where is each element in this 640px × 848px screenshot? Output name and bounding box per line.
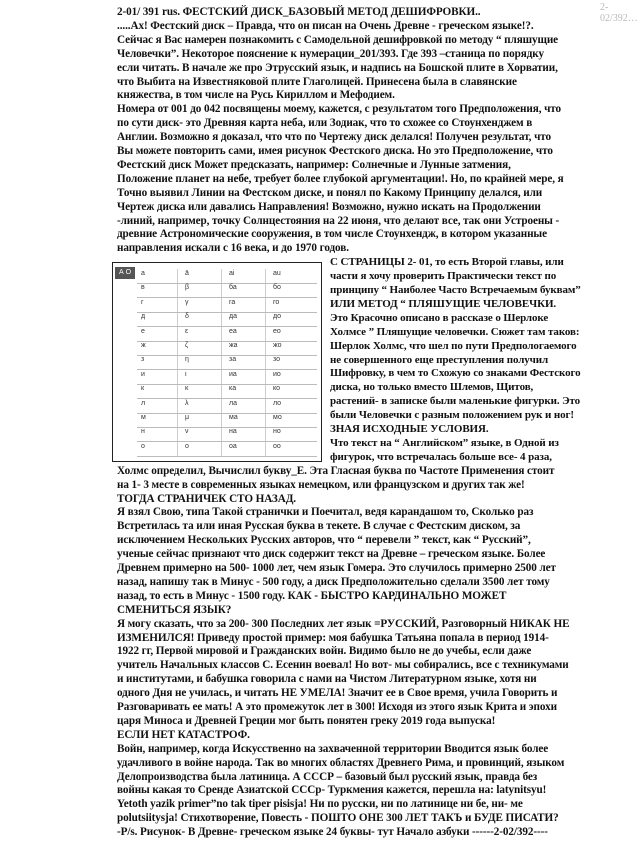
table-cell: м [141, 414, 146, 421]
text-line: на 1- 3 месте в современных языках немецком, или французском и других так же! [117, 478, 525, 491]
table-cell: γ [185, 298, 189, 306]
table-cell: оа [229, 442, 237, 450]
table-row [137, 399, 317, 414]
table-cell: ο [185, 442, 189, 450]
table-row [137, 312, 317, 327]
text-line: Это Красочно описано в рассказе о Шерлоке [330, 311, 549, 324]
table-cell: га [229, 298, 236, 306]
text-line: если читать. В начале же про Этрусский язык, и надпись на Бошской плите в Хорватии, [117, 61, 558, 74]
table-cell: ι [185, 370, 187, 378]
text-line: принципу “ Наиболее Часто Встречаемым буквам” [330, 284, 581, 296]
table-cell: жо [273, 342, 282, 349]
text-line: ИЛИ МЕТОД “ ПЛЯШУЩИЕ ЧЕЛОВЕЧКИ. [330, 297, 557, 310]
text-line: Я могу сказать, что за 200- 300 Последних лет язык =РУССКИЙ, Разговорный НИКАК НЕ [117, 617, 570, 630]
table-cell: ка [229, 385, 237, 393]
cipher-grid [137, 269, 317, 457]
text-line: растений- в записке были маленькие фигурки. Это [330, 395, 581, 408]
text-line: ИЗМЕНИЛСЯ! Приведу простой пример: моя бабушка Татьяна попала в период 1914- [117, 631, 549, 644]
table-cell: н [141, 428, 145, 436]
text-line: исключением Нескольких Русских авторов, что “ перевели ” текст, как “ Русский”, [117, 534, 531, 547]
table-cell: мо [273, 414, 282, 421]
table-cell: в [141, 284, 145, 292]
table-row [137, 269, 317, 284]
text-line: Холмс определил, Вычислил букву_Е. Эта Гласная буква по Частоте Применения стоит [117, 464, 555, 477]
table-cell: а [141, 270, 145, 277]
text-line: polutsiitysja! Стихотворение, Повесть - ПОШТО ОНЕ 300 ЛЕТ ТАКЪ и БУДЕ ПИСАТИ? [117, 812, 559, 825]
table-cell: жа [229, 342, 238, 349]
table-cell: з [141, 356, 145, 364]
table-cell: ā [185, 270, 189, 277]
text-line: 2-01/ 391 rus. ФЕСТСКИЙ ДИСК_БАЗОВЫЙ МЕТОД ДЕШИФРОВКИ.. [117, 6, 481, 18]
text-line: войны какая то Сренде Азиатской СССр- Туркмения кажется, перешла на: latynitsyu! [117, 784, 547, 797]
text-line: диска, но только вместо Шлемов, Щитов, [330, 381, 534, 394]
text-line: -P/s. Рисунок- В Древне- греческом языке 24 буквы- тут Начало азбуки ------2-02/392---- [117, 826, 548, 839]
table-cell: за [229, 356, 237, 364]
table-cell: и [141, 370, 145, 378]
table-cell: иа [229, 370, 237, 378]
text-line: одного Дня не училась, и читать НЕ УМЕЛА! Значит ее в Свое время, учила Говорить и [117, 687, 558, 700]
table-cell: да [229, 313, 237, 321]
text-line: части я хочу проверить Практически текст по [330, 270, 557, 283]
table-cell: ла [229, 399, 237, 407]
text-line: ТОГДА СТРАНИЧЕК СТО НАЗАД. [117, 492, 297, 505]
text-line: удачливого в войне народа. Так во многих областях Древнего Рима, и провинций, языком [117, 756, 565, 769]
table-row [137, 298, 317, 313]
text-line: древние Астрономические сооружения, в том числе Стоунхендж, в котором указанные [117, 228, 547, 241]
text-line: были Человечки с разным положением рук и ног! [330, 409, 574, 422]
table-cell: ζ [185, 342, 189, 349]
text-line: 1922 гг, Первой мировой и Гражданских войн. Видимо было не до учебы, если даже [117, 645, 532, 658]
text-line: назад, напишу так в Минус - 500 году, а диск Предположительно сделали 3500 лет тому [117, 575, 550, 588]
text-line: Фестский диск Может предсказать, например: Солнечные и Лунные затмения, [117, 158, 511, 171]
text-line: Вы можете повторить сами, имея рисунок Фестского диска. Но это Предположение, что [117, 145, 553, 157]
text-line: ЕСЛИ НЕТ КАТАСТРОФ. [117, 728, 250, 741]
table-row [137, 370, 317, 385]
table-cell: δ [185, 313, 189, 321]
table-row [137, 384, 317, 399]
table-cell: д [141, 313, 146, 321]
text-line: СМЕНИТЬСЯ ЯЗЫК? [117, 603, 232, 616]
table-cell: ε [185, 327, 189, 335]
table-cell: г [141, 298, 144, 306]
text-line: княжества, в том числе на Русь Кириллом и Мефодием. [117, 89, 395, 102]
table-cell: ai [229, 270, 235, 277]
text-line: Сейчас я Вас намерен познакомить с Самодельной дешифровкой по методу “ пляшущие [117, 33, 559, 46]
table-cell: λ [185, 399, 189, 407]
table-cell: но [273, 428, 281, 436]
table-cell: оо [273, 442, 281, 450]
text-line: -линий, например, точку Солнцестояния на 22 июня, что делают все, так они Устроены - [117, 214, 560, 227]
text-line: Yetoth yazik primer”no tak tiper pisisja! Ни по русски, ни по латинице ни бе, ни- ме [117, 798, 523, 811]
text-line: не совершенного еще преступления получил [330, 353, 549, 366]
table-cell: ea [229, 327, 237, 335]
text-line: Разговаривать ее мать! А это промежуток лет в 300! Исходя из этого язык Крита и эпохи [117, 701, 557, 713]
text-line: по сути диск- это Древняя карта неба, или Зодиак, что то схожее со Стоунхенджем в [117, 117, 533, 130]
text-line: Холмсе ” Пляшущие человечки. Сюжет там таков: [330, 325, 580, 338]
text-line: Номера от 001 до 042 посвящены моему, кажется, с результатом того Предположения, что [117, 103, 562, 116]
table-cell: ν [185, 428, 189, 436]
table-row [137, 355, 317, 370]
table-cell: β [185, 284, 190, 292]
text-line: и институтами, и бабушка говорила с нами на Чистом Литературном языке, хотя ни [117, 673, 537, 686]
table-row [137, 442, 317, 457]
text-line: Что текст на “ Английском” языке, в Одной из [330, 436, 559, 449]
text-line: Положение планет на небе, требует более глубокой аргументации!. Но, по крайней мере, я [117, 172, 564, 185]
ghost-header: 2-02/392… [600, 2, 638, 24]
table-cell: е [141, 327, 145, 335]
text-line: фигурок, что встречалась больше все- 4 раза, [330, 450, 552, 463]
text-line: Англии. Возможно я доказал, что что по Чертежу диск делался! Получен результат, что [117, 131, 552, 144]
text-line: Встретилась та или иная Русская буква в текете. В случае с Фестским диском, за [117, 520, 521, 533]
text-line: ученые сейчас признают что диск содержит текст на Древне – греческом языке. Более [117, 548, 546, 561]
table-cell: ж [141, 342, 146, 349]
table-row [137, 327, 317, 342]
table-cell: к [141, 385, 145, 393]
text-line: направления искали с 16 века, и до 1970 годов. [117, 242, 349, 255]
table-cell: зо [273, 356, 281, 364]
text-line: Чертеж диска или давались Направления! Возможно, нужно искать на Продолжении [117, 200, 541, 213]
text-line: царя Миноса и Древней Греции мог быть понятен греку 2019 года выпуска! [117, 714, 496, 727]
text-line: Точно выявил Линии на Фестском диске, и понял по Какому Принципу делался, или [117, 186, 543, 199]
table-row [137, 283, 317, 298]
table-cell: о [141, 442, 145, 450]
text-line: .....Ах! Фестский диск – Правда, что он писан на Очень Древне - греческом языке!?. [117, 19, 534, 32]
table-cell: ко [273, 385, 281, 393]
table-cell: ио [273, 370, 281, 378]
table-cell: на [229, 428, 237, 436]
table-cell: κ [185, 385, 189, 393]
table-row [137, 413, 317, 428]
table-row [137, 427, 317, 442]
table-cell: до [273, 313, 281, 321]
text-line: Древнем примерно на 500- 1000 лет, чем язык Гомера. Это случилось примерно 2500 лет [117, 562, 556, 574]
text-line: назад, то есть в Минус - 1500 году. КАК - БЫСТРО КАРДИНАЛЬНО МОЖЕТ [117, 589, 507, 602]
text-line: ЗНАЯ ИСХОДНЫЕ УСЛОВИЯ. [330, 423, 489, 435]
cipher-table-figure [112, 262, 322, 462]
table-header: А О [115, 267, 135, 279]
text-line: Шифровку, в чем то Схожую со знаками Фестского [330, 367, 581, 380]
text-line: учитель Начальных классов С. Есенин воевал! Но вот- мы собирались, все с техникумами [117, 659, 569, 672]
table-cell: η [185, 356, 189, 364]
table-cell: au [273, 270, 281, 277]
table-cell: л [141, 399, 146, 407]
table-cell: μ [185, 414, 190, 421]
text-line: Войн, например, когда Искусственно на захваченной территории Вводится язык более [117, 742, 549, 755]
text-line: Делопроизводства была латиница. А СССР – базовый был русский язык, правда без [117, 770, 538, 783]
text-line: С СТРАНИЦЫ 2- 01, то есть Второй главы, или [330, 256, 564, 269]
table-cell: eo [273, 327, 281, 335]
text-line: что Выбита на Известняковой плите Глаголицей. Принесена была в славянские [117, 75, 517, 88]
text-line: Человечки”. Некоторое пояснение к нумерации_201/393. Где 393 –станица по порядку [117, 47, 544, 60]
table-cell: ма [229, 414, 238, 421]
table-cell: го [273, 298, 280, 306]
text-line: Шерлок Холмс, что шел по пути Предпологаемого [330, 339, 577, 352]
text-line: Я взял Свою, типа Такой странички и Поечитал, ведя карандашом то, Сколько раз [117, 506, 534, 519]
table-row [137, 341, 317, 356]
table-cell: ло [273, 399, 282, 407]
table-cell: ба [229, 284, 237, 292]
table-cell: бо [273, 284, 281, 292]
